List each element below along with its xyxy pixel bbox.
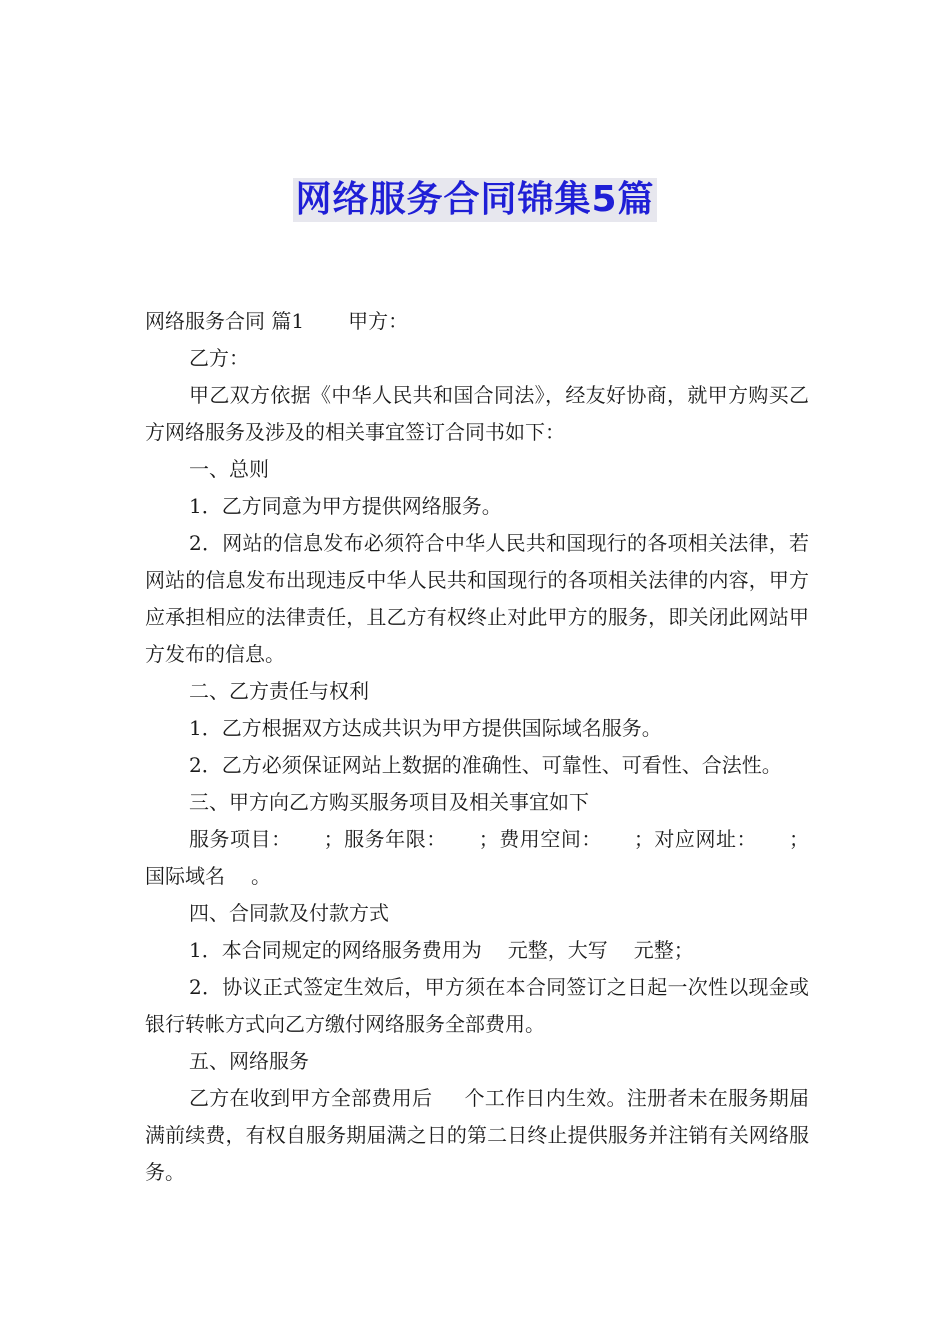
section1-item1: 1．乙方同意为甲方提供网络服务。 [189, 494, 502, 518]
fee-end-text: 元整； [633, 938, 694, 962]
fee-uppercase-text: 元整，大写 [507, 938, 608, 962]
section4-heading: 四、合同款及付款方式 [189, 901, 389, 925]
section5-text [145, 1080, 809, 1191]
section3-heading: 三、甲方向乙方购买服务项目及相关事宜如下 [189, 790, 589, 814]
fee-space-label: ；费用空间： [478, 827, 602, 851]
contract-heading: 网络服务合同 篇1 [145, 309, 305, 333]
domain-label: ；国际域名 [145, 827, 810, 888]
first-line [145, 303, 809, 340]
section5-text-b: 个工作日内生效。注册者未在服务期届满前续费，有权自服务期届满之日的第二日终止提供服务并注销有关网络服务。 [145, 1086, 810, 1184]
section3-details [145, 821, 809, 895]
document-title: 网络服务合同锦集5篇 [295, 179, 655, 220]
url-label: ；对应网址： [633, 827, 758, 851]
section5-heading: 五、网络服务 [189, 1049, 309, 1073]
section2-item2: 2．乙方必须保证网站上数据的准确性、可靠性、可看性、合法性。 [189, 753, 782, 777]
service-item-label: 服务项目： [189, 827, 292, 851]
intro-paragraph: 甲乙双方依据《中华人民共和国合同法》，经友好协商，就甲方购买乙方网络服务及涉及的相关事宜签订合同书如下： [145, 383, 809, 444]
section1-heading: 一、总则 [189, 457, 269, 481]
party-a-label: 甲方： [348, 309, 409, 333]
fee-text: 1．本合同规定的网络服务费用为 [189, 938, 482, 962]
section5-text-a: 乙方在收到甲方全部费用后 [189, 1086, 433, 1110]
section4-item2: 2．协议正式签定生效后，甲方须在本合同签订之日起一次性以现金或银行转帐方式向乙方缴付网络服务全部费用。 [145, 975, 809, 1036]
title-wrap [0, 178, 950, 222]
service-years-label: ；服务年限： [323, 827, 447, 851]
document-body [145, 303, 809, 1191]
section1-item2: 2．网站的信息发布必须符合中华人民共和国现行的各项相关法律，若网站的信息发布出现违反中华人民共和国现行的各项相关法律的内容，甲方应承担相应的法律责任，且乙方有权终止对此甲方的服务，即关闭此网站甲方发布的信息。 [145, 531, 809, 666]
party-b-label: 乙方： [189, 346, 249, 370]
section4-item1 [145, 932, 809, 969]
period-mark: 。 [251, 864, 271, 888]
section2-item1: 1．乙方根据双方达成共识为甲方提供国际域名服务。 [189, 716, 662, 740]
section2-heading: 二、乙方责任与权利 [189, 679, 369, 703]
